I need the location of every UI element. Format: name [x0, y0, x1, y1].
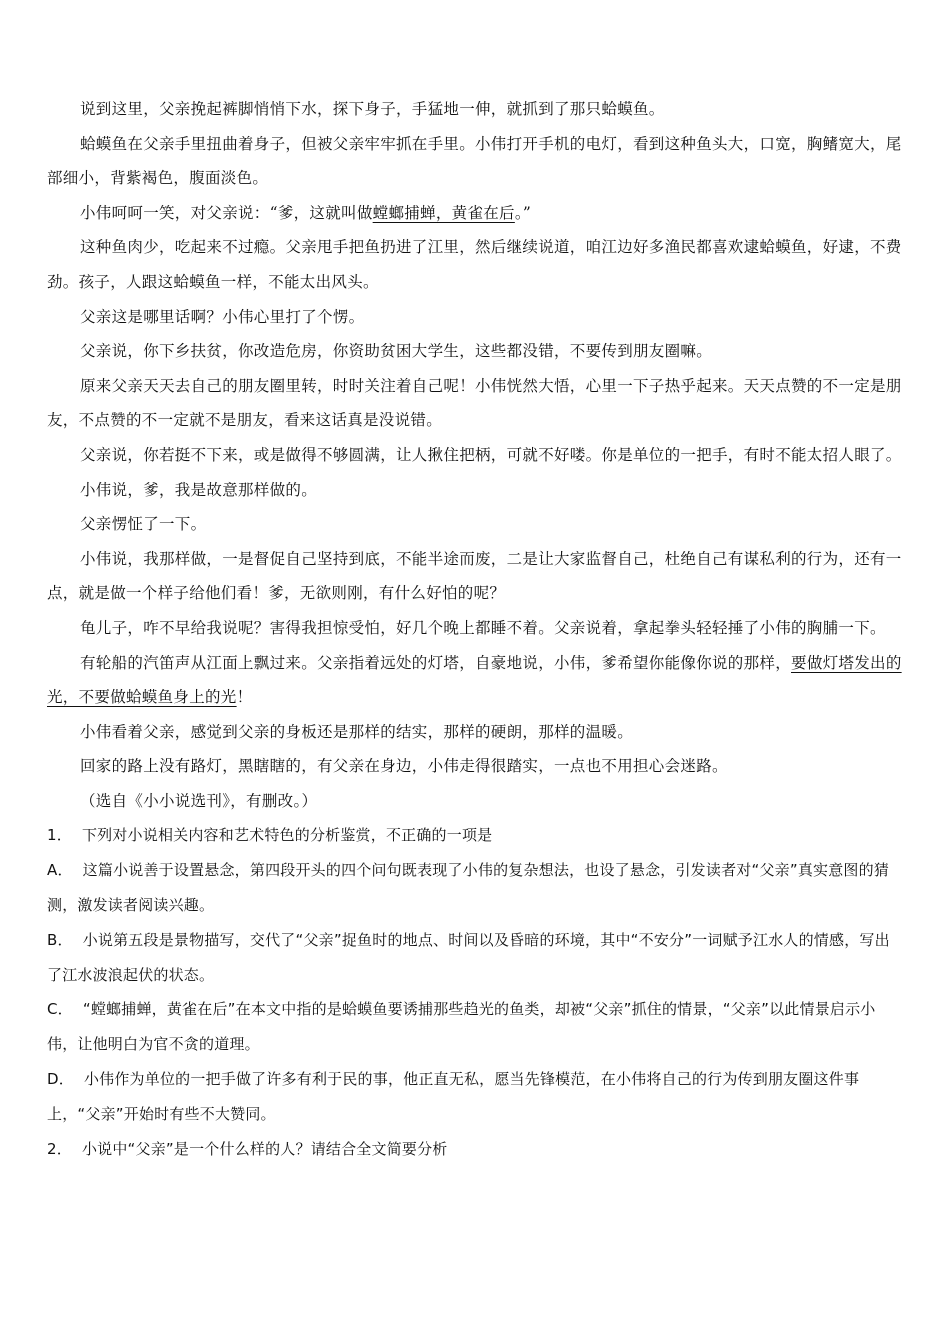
option-b: B． 小说第五段是景物描写，交代了“父亲”捉鱼时的地点、时间以及昏暗的环境，其中“不安分”一词赋予江水人的情感，写出了江水波浪起伏的状态。 [47, 930, 890, 984]
paragraph-7: 原来父亲天天去自己的朋友圈里转，时时关注着自己呢！小伟恍然大悟，心里一下子热乎起来。天天点赞的不一定是朋友，不点赞的不一定就不是朋友，看来这话真是没说错。 [47, 376, 902, 430]
paragraph-14: 小伟看着父亲，感觉到父亲的身板还是那样的结实，那样的硬朗，那样的温暖。 [80, 722, 634, 741]
source-note: （选自《小小说选刊》，有删改。） [80, 791, 318, 810]
paragraph-6: 父亲说，你下乡扶贫，你改造危房，你资助贫困大学生，这些都没错，不要传到朋友圈嘛。 [80, 342, 713, 361]
paragraph-13: 有轮船的汽笛声从江面上飘过来。父亲指着远处的灯塔，自豪地说，小伟，爹希望你能像你说的那样，要做灯塔发出的光，不要做蛤蟆鱼身上的光！ [47, 653, 902, 707]
paragraph-10: 父亲愣怔了一下。 [80, 515, 207, 534]
paragraph-11: 小伟说，我那样做，一是督促自己坚持到底，不能半途而废，二是让大家监督自己，杜绝自己有谋私利的行为，还有一点，就是做一个样子给他们看！爹，无欲则刚，有什么好怕的呢？ [47, 549, 902, 603]
option-a: A． 这篇小说善于设置悬念，第四段开头的四个问句既表现了小伟的复杂想法，也设了悬念，引发读者对“父亲”真实意图的猜测，激发读者阅读兴趣。 [47, 861, 890, 915]
underlined-phrase-lighthouse: 要做灯塔发出的光，不要做蛤蟆鱼身上的光 [47, 653, 902, 707]
paragraph-4: 这种鱼肉少，吃起来不过瘾。父亲甩手把鱼扔进了江里，然后继续说道，咱江边好多渔民都喜欢逮蛤蟆鱼，好逮，不费劲。孩子，人跟这蛤蟆鱼一样，不能太出风头。 [47, 238, 902, 291]
question-2: 2． 小说中“父亲”是一个什么样的人？请结合全文简要分析 [47, 1139, 448, 1158]
option-d: D． 小伟作为单位的一把手做了许多有利于民的事，他正直无私，愿当先锋模范，在小伟将自己的行为传到朋友圈这件事上，“父亲”开始时有些不大赞同。 [47, 1070, 860, 1123]
option-c: C． “螳螂捕蝉，黄雀在后”在本文中指的是蛤蟆鱼要诱捕那些趋光的鱼类，却被“父亲”抓住的情景，“父亲”以此情景启示小伟，让他明白为官不贪的道理。 [47, 1000, 876, 1054]
paragraph-8: 父亲说，你若挺不下来，或是做得不够圆满，让人揪住把柄，可就不好喽。你是单位的一把手，有时不能太招人眼了。 [80, 445, 902, 464]
paragraph-5: 父亲这是哪里话啊？小伟心里打了个愣。 [80, 307, 365, 326]
question-section [47, 818, 904, 1166]
story-text [47, 92, 904, 818]
question-1: 1． 下列对小说相关内容和艺术特色的分析鉴赏，不正确的一项是 [47, 826, 493, 845]
paragraph-12: 龟儿子，咋不早给我说呢？害得我担惊受怕，好几个晚上都睡不着。父亲说着，拿起拳头轻轻捶了小伟的胸脯一下。 [80, 618, 886, 637]
paragraph-15: 回家的路上没有路灯，黑瞎瞎的，有父亲在身边，小伟走得很踏实，一点也不用担心会迷路。 [80, 757, 728, 776]
paragraph-9: 小伟说，爹，我是故意那样做的。 [80, 480, 318, 499]
paragraph-3: 小伟呵呵一笑，对父亲说：“爹，这就叫做螳螂捕蝉，黄雀在后。” [80, 203, 532, 222]
paragraph-2: 蛤蟆鱼在父亲手里扭曲着身子，但被父亲牢牢抓在手里。小伟打开手机的电灯，看到这种鱼头大，口宽，胸鳍宽大，尾部细小，背紫褐色，腹面淡色。 [47, 134, 902, 188]
paragraph-1: 说到这里，父亲挽起裤脚悄悄下水，探下身子，手猛地一伸，就抓到了那只蛤蟆鱼。 [80, 100, 665, 118]
underlined-phrase-idiom: 螳螂捕蝉，黄雀在后 [372, 203, 515, 222]
